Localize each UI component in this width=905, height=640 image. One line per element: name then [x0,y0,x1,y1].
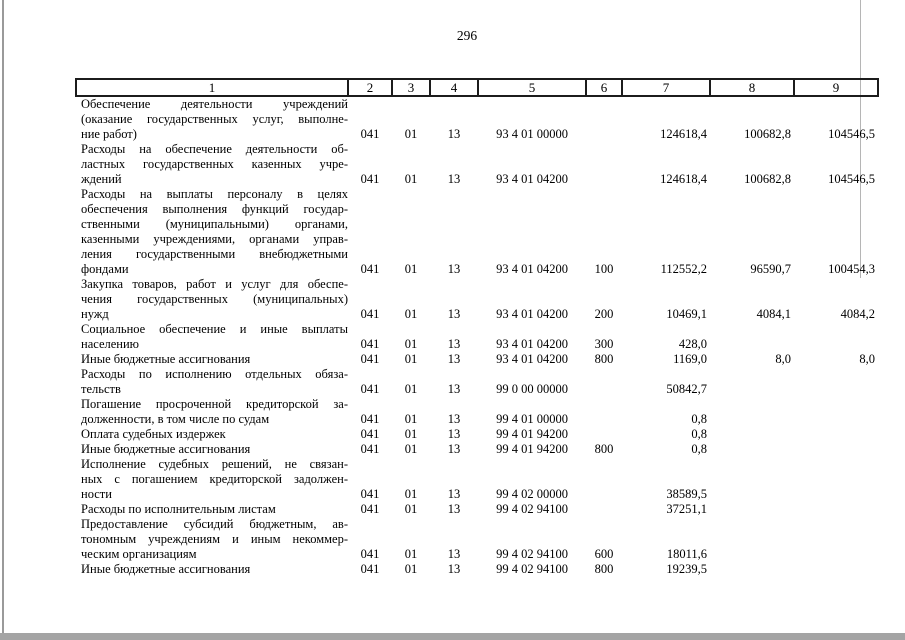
amount-year1-cell: 18011,6 [666,547,707,561]
row-title-line: тономным учреждениям и иным некоммер- [81,532,348,546]
row-title-cell [76,352,348,367]
budget-table [75,78,879,577]
row-title-cell [76,502,348,517]
row-title-line: Иные бюджетные ассигнования [81,442,251,456]
amount-year2-cell [710,367,794,397]
code-section-cell: 01 [404,487,418,501]
code-subsection-cell: 13 [447,382,461,396]
row-title-line: ления государственными внебюджетными [81,247,348,261]
code-section-cell: 01 [404,382,418,396]
amount-year3-cell: 4084,2 [840,307,875,321]
amount-year1-cell: 50842,7 [666,382,707,396]
amount-year1-cell: 428,0 [678,337,707,351]
row-title-line: долженности, в том числе по судам [81,412,270,426]
row-title-cell [76,427,348,442]
code-expense-type-cell: 100 [594,262,614,276]
amount-year3-cell [794,367,878,397]
code-grbs-cell: 041 [360,382,380,396]
table-row [76,397,878,427]
code-grbs-cell: 041 [360,307,380,321]
amount-year2-cell: 8,0 [775,352,791,366]
row-title-line: тельств [81,382,121,396]
code-target-article-cell: 99 4 02 00000 [496,487,568,501]
row-title-line: ластных государственных казенных учре- [81,157,348,171]
row-title-cell [76,442,348,457]
table-row [76,142,878,187]
header-col-6: 6 [586,79,622,96]
amount-year1-cell: 37251,1 [666,502,707,516]
row-title-line: населению [81,337,139,351]
code-grbs-cell: 041 [360,562,380,576]
row-title-line: ждений [81,172,122,186]
row-title-cell [76,367,348,397]
amount-year3-cell [794,502,878,517]
header-col-1: 1 [76,79,348,96]
code-grbs-cell: 041 [360,412,380,426]
row-title-line: Расходы на выплаты персоналу в целях [81,187,348,201]
code-subsection-cell: 13 [447,352,461,366]
amount-year2-cell [710,442,794,457]
header-col-2: 2 [348,79,392,96]
row-title-line: Иные бюджетные ассигнования [81,562,251,576]
row-title-line: казенными учреждениями, органами управ- [81,232,348,246]
code-expense-type-cell [586,457,622,502]
code-expense-type-cell: 200 [594,307,614,321]
code-expense-type-cell [586,142,622,187]
row-title-line: нужд [81,307,109,321]
row-title-line: Оплата судебных издержек [81,427,226,441]
code-target-article-cell: 93 4 01 00000 [496,127,568,141]
row-title-line: фондами [81,262,129,276]
code-subsection-cell: 13 [447,442,461,456]
amount-year3-cell: 100454,3 [828,262,875,276]
code-target-article-cell: 99 4 01 94200 [496,442,568,456]
amount-year2-cell [710,427,794,442]
scan-left-edge-line [2,0,4,634]
code-expense-type-cell [586,427,622,442]
amount-year2-cell: 96590,7 [750,262,791,276]
row-title-line: ственными (муниципальными) органами, [81,217,348,231]
code-subsection-cell: 13 [447,337,461,351]
code-section-cell: 01 [404,442,418,456]
code-grbs-cell: 041 [360,172,380,186]
row-title-line: (оказание государственных услуг, выполне- [81,112,348,126]
table-row [76,96,878,142]
amount-year2-cell [710,517,794,562]
amount-year2-cell: 100682,8 [744,127,791,141]
row-title-line: Погашение просроченной кредиторской за- [81,397,348,411]
code-subsection-cell: 13 [447,427,461,441]
code-grbs-cell: 041 [360,427,380,441]
row-title-cell [76,142,348,187]
amount-year3-cell [794,322,878,352]
amount-year1-cell: 0,8 [691,412,707,426]
code-subsection-cell: 13 [447,502,461,516]
code-target-article-cell: 99 4 02 94100 [496,562,568,576]
row-title-cell [76,96,348,142]
code-target-article-cell: 93 4 01 04200 [496,262,568,276]
table-row [76,427,878,442]
table-row [76,442,878,457]
row-title-cell [76,397,348,427]
amount-year1-cell: 19239,5 [666,562,707,576]
table-row [76,367,878,397]
amount-year3-cell [794,562,878,577]
amount-year1-cell: 0,8 [691,442,707,456]
amount-year2-cell [710,322,794,352]
row-title-line: Расходы по исполнению отдельных обяза- [81,367,348,381]
amount-year1-cell: 124618,4 [660,172,707,186]
table-row [76,352,878,367]
amount-year2-cell [710,397,794,427]
code-expense-type-cell [586,96,622,142]
amount-year2-cell [710,502,794,517]
amount-year2-cell: 4084,1 [756,307,791,321]
header-col-4: 4 [430,79,478,96]
code-subsection-cell: 13 [447,412,461,426]
code-section-cell: 01 [404,172,418,186]
row-title-line: обеспечения выполнения функций государ- [81,202,348,216]
code-target-article-cell: 99 4 02 94100 [496,547,568,561]
table-header-row [76,79,878,96]
code-grbs-cell: 041 [360,337,380,351]
code-grbs-cell: 041 [360,352,380,366]
code-target-article-cell: 93 4 01 04200 [496,172,568,186]
code-section-cell: 01 [404,562,418,576]
row-title-line: Обеспечение деятельности учреждений [81,97,348,111]
code-subsection-cell: 13 [447,127,461,141]
row-title-cell [76,322,348,352]
code-section-cell: 01 [404,412,418,426]
code-grbs-cell: 041 [360,442,380,456]
amount-year1-cell: 10469,1 [666,307,707,321]
amount-year1-cell: 0,8 [691,427,707,441]
code-grbs-cell: 041 [360,127,380,141]
code-expense-type-cell: 300 [594,337,614,351]
amount-year3-cell: 8,0 [859,352,875,366]
code-subsection-cell: 13 [447,307,461,321]
code-expense-type-cell [586,502,622,517]
code-target-article-cell: 99 4 02 94100 [496,502,568,516]
scan-bottom-bar [0,633,905,640]
amount-year3-cell [794,397,878,427]
code-section-cell: 01 [404,352,418,366]
table-row [76,517,878,562]
table-row [76,562,878,577]
amount-year3-cell [794,442,878,457]
amount-year3-cell [794,427,878,442]
page-number: 296 [456,28,478,43]
row-title-cell [76,187,348,277]
row-title-line: Предоставление субсидий бюджетным, ав- [81,517,348,531]
code-target-article-cell: 99 4 01 94200 [496,427,568,441]
table-row [76,457,878,502]
code-subsection-cell: 13 [447,562,461,576]
code-section-cell: 01 [404,262,418,276]
header-col-8: 8 [710,79,794,96]
header-col-5: 5 [478,79,586,96]
code-section-cell: 01 [404,307,418,321]
code-section-cell: 01 [404,427,418,441]
row-title-line: ных с погашением кредиторской задолжен- [81,472,348,486]
table-row [76,502,878,517]
row-title-line: ности [81,487,112,501]
header-col-3: 3 [392,79,430,96]
row-title-line: Социальное обеспечение и иные выплаты [81,322,348,336]
header-col-7: 7 [622,79,710,96]
code-section-cell: 01 [404,127,418,141]
row-title-line: Иные бюджетные ассигнования [81,352,251,366]
row-title-line: ческим организациям [81,547,197,561]
row-title-cell [76,562,348,577]
code-expense-type-cell: 800 [594,352,614,366]
code-section-cell: 01 [404,337,418,351]
code-grbs-cell: 041 [360,487,380,501]
code-section-cell: 01 [404,547,418,561]
amount-year1-cell: 1169,0 [673,352,707,366]
row-title-line: Исполнение судебных решений, не связан- [81,457,348,471]
amount-year3-cell: 104546,5 [828,172,875,186]
row-title-line: чения государственных (муниципальных) [81,292,348,306]
code-section-cell: 01 [404,502,418,516]
code-subsection-cell: 13 [447,262,461,276]
code-target-article-cell: 93 4 01 04200 [496,337,568,351]
code-expense-type-cell: 800 [594,562,614,576]
table-row [76,187,878,277]
row-title-cell [76,517,348,562]
amount-year2-cell [710,562,794,577]
row-title-line: Расходы по исполнительным листам [81,502,276,516]
amount-year1-cell: 112552,2 [660,262,707,276]
amount-year2-cell [710,457,794,502]
amount-year2-cell: 100682,8 [744,172,791,186]
amount-year1-cell: 38589,5 [666,487,707,501]
code-expense-type-cell: 600 [594,547,614,561]
code-grbs-cell: 041 [360,262,380,276]
amount-year3-cell [794,457,878,502]
table-row [76,322,878,352]
row-title-line: ние работ) [81,127,137,141]
code-grbs-cell: 041 [360,547,380,561]
code-grbs-cell: 041 [360,502,380,516]
table-body [76,96,878,577]
amount-year1-cell: 124618,4 [660,127,707,141]
header-col-9: 9 [794,79,878,96]
code-target-article-cell: 93 4 01 04200 [496,307,568,321]
row-title-cell [76,457,348,502]
code-expense-type-cell [586,367,622,397]
amount-year3-cell [794,517,878,562]
code-expense-type-cell [586,397,622,427]
code-expense-type-cell: 800 [594,442,614,456]
table-row [76,277,878,322]
row-title-line: Закупка товаров, работ и услуг для обеспе- [81,277,348,291]
row-title-cell [76,277,348,322]
code-subsection-cell: 13 [447,172,461,186]
amount-year3-cell: 104546,5 [828,127,875,141]
code-target-article-cell: 99 0 00 00000 [496,382,568,396]
code-subsection-cell: 13 [447,487,461,501]
code-target-article-cell: 99 4 01 00000 [496,412,568,426]
row-title-line: Расходы на обеспечение деятельности об- [81,142,348,156]
code-target-article-cell: 93 4 01 04200 [496,352,568,366]
code-subsection-cell: 13 [447,547,461,561]
